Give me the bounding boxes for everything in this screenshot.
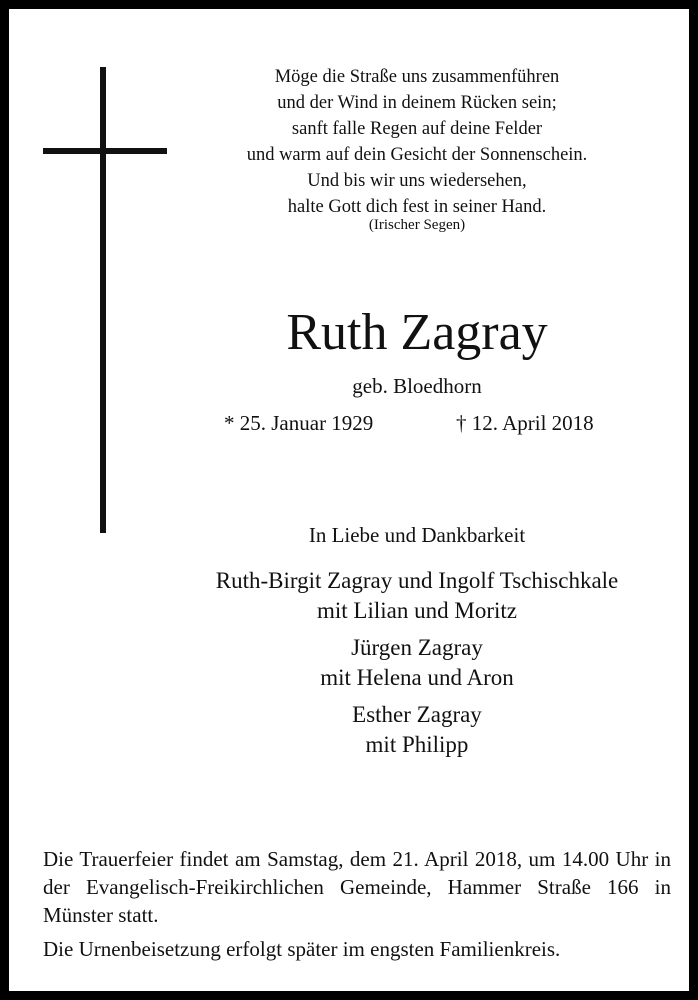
family-member-line: mit Lilian und Moritz (317, 598, 517, 623)
family-list (192, 566, 642, 767)
family-member-line: Ruth-Birgit Zagray und Ingolf Tschischkale (215, 568, 619, 593)
poem-line: Und bis wir uns wiedersehen, (307, 171, 527, 191)
poem-line: Möge die Straße uns zusammenführen (274, 67, 560, 87)
deceased-name: Ruth Zagray (286, 304, 548, 361)
family-member-line: mit Philipp (365, 732, 469, 757)
cross-icon-crossbar (43, 148, 167, 154)
poem-source: (Irischer Segen) (368, 217, 466, 233)
death-date: † 12. April 2018 (456, 411, 594, 435)
family-member-line: Esther Zagray (352, 702, 482, 727)
blessing-poem (192, 64, 642, 220)
poem-line: sanft falle Regen auf deine Felder (291, 119, 543, 139)
poem-line: und warm auf dein Gesicht der Sonnenschein. (246, 145, 588, 165)
birth-date: * 25. Januar 1929 (224, 411, 374, 435)
poem-line: halte Gott dich fest in seiner Hand. (287, 197, 547, 217)
cross-icon (100, 67, 106, 533)
family-member-line: mit Helena und Aron (320, 665, 514, 690)
obituary-card (9, 9, 689, 991)
poem-line: und der Wind in deinem Rücken sein; (277, 93, 557, 113)
maiden-name: geb. Bloedhorn (352, 374, 482, 398)
family-group (192, 633, 642, 693)
family-group (192, 566, 642, 626)
urn-notice: Die Urnenbeisetzung erfolgt später im engsten Familienkreis. (43, 937, 561, 961)
dedication: In Liebe und Dankbarkeit (308, 523, 526, 547)
family-group (192, 700, 642, 760)
funeral-notice: Die Trauerfeier findet am Samstag, dem 21. April 2018, um 14.00 Uhr in der Evangelisch-Freikirchlichen Gemeinde, Hammer Straße 166 in Münster statt. (43, 847, 671, 927)
family-member-line: Jürgen Zagray (351, 635, 483, 660)
